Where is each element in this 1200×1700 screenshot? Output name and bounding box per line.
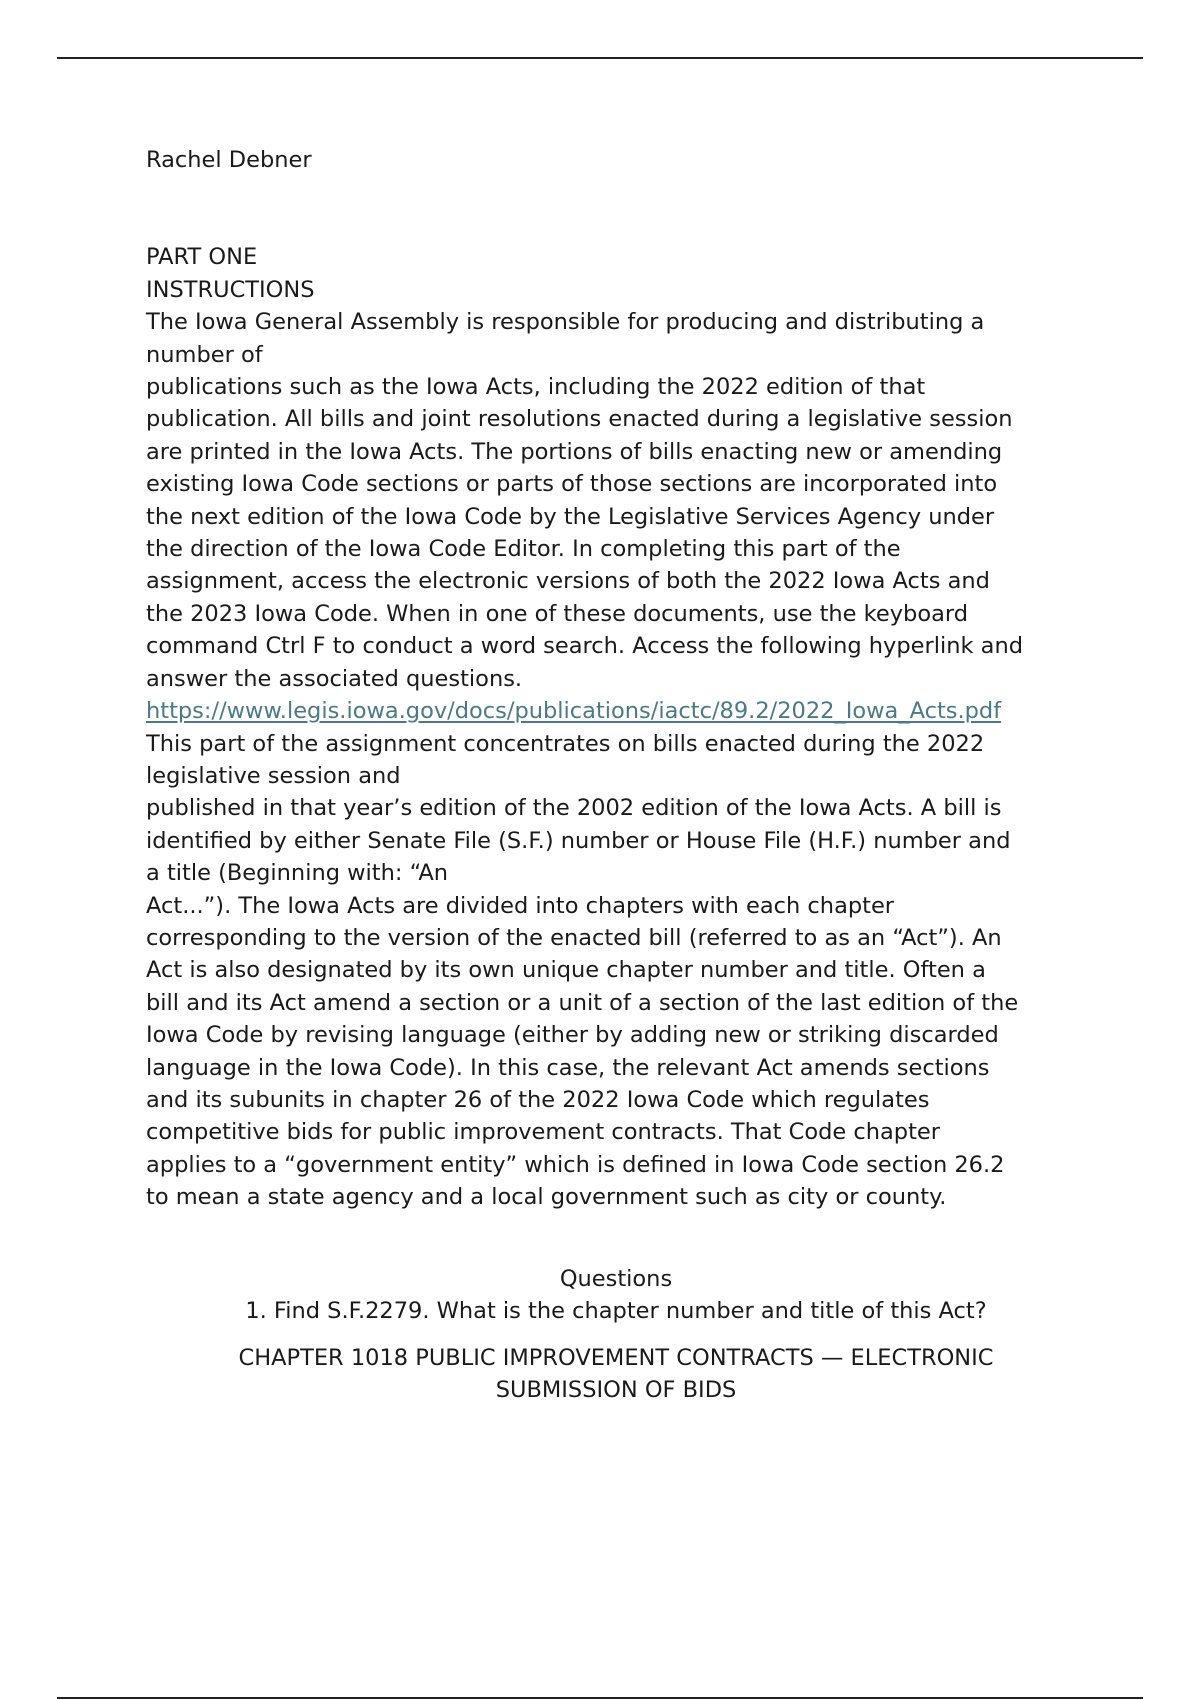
paragraph-line: applies to a “government entity” which is defined in Iowa Code section 26.2	[146, 1151, 1005, 1178]
instructions-heading: INSTRUCTIONS	[146, 276, 315, 303]
answer-line: SUBMISSION OF BIDS	[495, 1377, 737, 1404]
paragraph-line: Iowa Code by revising language (either by adding new or striking discarded	[146, 1022, 999, 1049]
paragraph-line: the direction of the Iowa Code Editor. In completing this part of the	[146, 536, 901, 563]
paragraph-line: Act is also designated by its own unique chapter number and title. Often a	[146, 957, 986, 984]
paragraph-line: Act...”). The Iowa Acts are divided into chapters with each chapter	[146, 892, 895, 919]
answer-1	[146, 1342, 1086, 1407]
answer-line: CHAPTER 1018 PUBLIC IMPROVEMENT CONTRACTS — ELECTRONIC	[238, 1344, 994, 1371]
top-rule	[57, 57, 1143, 59]
paragraph-line: are printed in the Iowa Acts. The portions of bills enacting new or amending	[146, 438, 1003, 465]
paragraph-line: identified by either Senate File (S.F.) number or House File (H.F.) number and	[146, 827, 1011, 854]
author-name: Rachel Debner	[146, 147, 312, 173]
paragraph-line: legislative session and	[146, 762, 401, 789]
question-1: 1. Find S.F.2279. What is the chapter number and title of this Act?	[245, 1298, 987, 1325]
paragraph-line: command Ctrl F to conduct a word search. Access the following hyperlink and	[146, 633, 1023, 660]
paragraph-line: published in that year’s edition of the 2002 edition of the Iowa Acts. A bill is	[146, 795, 1002, 822]
paragraph-line: The Iowa General Assembly is responsible for producing and distributing a	[146, 309, 985, 336]
paragraph-line: answer the associated questions.	[146, 665, 523, 692]
paragraph-line: competitive bids for public improvement contracts. That Code chapter	[146, 1119, 941, 1146]
paragraph-line: bill and its Act amend a section or a unit of a section of the last edition of the	[146, 989, 1019, 1016]
paragraph-line: This part of the assignment concentrates on bills enacted during the 2022	[146, 730, 985, 757]
paragraph-line: and its subunits in chapter 26 of the 2022 Iowa Code which regulates	[146, 1086, 930, 1113]
paragraph-line: the 2023 Iowa Code. When in one of these documents, use the keyboard	[146, 600, 969, 627]
context-paragraph	[146, 728, 1106, 1214]
bottom-rule	[57, 1697, 1143, 1699]
paragraph-line: existing Iowa Code sections or parts of those sections are incorporated into	[146, 471, 998, 498]
paragraph-line: language in the Iowa Code). In this case, the relevant Act amends sections	[146, 1054, 990, 1081]
paragraph-line: the next edition of the Iowa Code by the Legislative Services Agency under	[146, 503, 995, 530]
paragraph-line: corresponding to the version of the enacted bill (referred to as an “Act”). An	[146, 924, 1002, 951]
document-body	[146, 144, 1106, 1214]
questions-section	[146, 1263, 1086, 1407]
iowa-acts-hyperlink[interactable]: https://www.legis.iowa.gov/docs/publications/iactc/89.2/2022_Iowa_Acts.pdf	[146, 698, 1002, 725]
questions-heading: Questions	[559, 1266, 673, 1292]
part-heading: PART ONE	[146, 244, 258, 271]
paragraph-line: a title (Beginning with: “An	[146, 860, 449, 887]
paragraph-line: publications such as the Iowa Acts, including the 2022 edition of that	[146, 374, 926, 401]
paragraph-line: assignment, access the electronic versions of both the 2022 Iowa Acts and	[146, 568, 990, 595]
paragraph-line: to mean a state agency and a local government such as city or county.	[146, 1184, 947, 1211]
paragraph-line: number of	[146, 341, 263, 368]
instructions-paragraph	[146, 306, 1106, 695]
paragraph-line: publication. All bills and joint resolutions enacted during a legislative session	[146, 406, 1013, 433]
